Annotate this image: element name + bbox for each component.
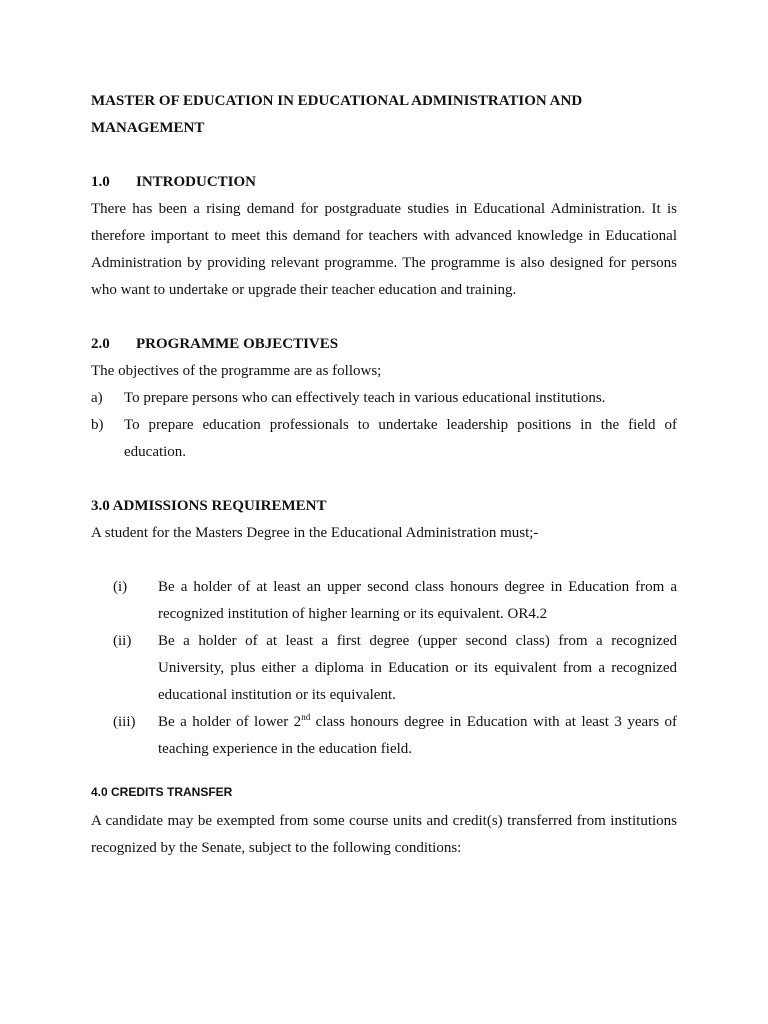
list-item-label: (ii)	[113, 633, 132, 649]
list-item-label: (i)	[113, 579, 128, 595]
objectives-lead: The objectives of the programme are as follows;	[91, 363, 382, 379]
list-item-text: To prepare education professionals to undertake leadership positions in the field of education.	[124, 417, 677, 460]
section-title: INTRODUCTION	[136, 174, 257, 190]
section-number: 1.0	[91, 174, 110, 190]
list-item-text: To prepare persons who can effectively teach in various educational institutions.	[124, 390, 606, 406]
document-page	[91, 88, 677, 862]
list-item-text	[158, 709, 677, 763]
list-item	[91, 628, 677, 709]
list-item-label: b)	[91, 417, 104, 433]
ordinal-superscript: nd	[301, 712, 311, 722]
section-heading-objectives	[91, 331, 677, 358]
list-item-label: (iii)	[113, 714, 136, 730]
list-item-text: Be a holder of at least a first degree (upper second class) from a recognized University, plus either a diploma in Education or its equivalent from a recognized educational institution or its equivalent.	[158, 633, 677, 703]
list-item	[91, 412, 677, 466]
objectives-list	[91, 385, 677, 466]
section-number: 2.0	[91, 336, 110, 352]
list-item	[91, 709, 677, 763]
text-part: class honours degree in Education with at least 3 years of teaching experience in the education field.	[158, 714, 678, 757]
list-item	[91, 385, 677, 412]
introduction-paragraph: There has been a rising demand for postgraduate studies in Educational Administration. It is therefore important to meet this demand for teachers with advanced knowledge in Educational Administration by providing relevant programme. The programme is also designed for persons who want to undertake or upgrade their teacher education and training.	[91, 201, 677, 298]
admissions-list	[91, 574, 677, 763]
document-title: MASTER OF EDUCATION IN EDUCATIONAL ADMINISTRATION AND MANAGEMENT	[91, 93, 583, 136]
section-heading-credits: 4.0 CREDITS TRANSFER	[91, 785, 233, 799]
list-item	[91, 574, 677, 628]
section-title: PROGRAMME OBJECTIVES	[136, 336, 339, 352]
list-item-label: a)	[91, 390, 103, 406]
list-item-text: Be a holder of at least an upper second class honours degree in Education from a recognized institution of higher learning or its equivalent. OR4.2	[158, 579, 677, 622]
section-heading-introduction	[91, 169, 677, 196]
credits-paragraph: A candidate may be exempted from some course units and credit(s) transferred from institutions recognized by the Senate, subject to the following conditions:	[91, 813, 677, 856]
section-heading-admissions: 3.0 ADMISSIONS REQUIREMENT	[91, 498, 327, 514]
text-part: Be a holder of lower 2	[158, 714, 302, 730]
admissions-lead: A student for the Masters Degree in the Educational Administration must;-	[91, 525, 539, 541]
